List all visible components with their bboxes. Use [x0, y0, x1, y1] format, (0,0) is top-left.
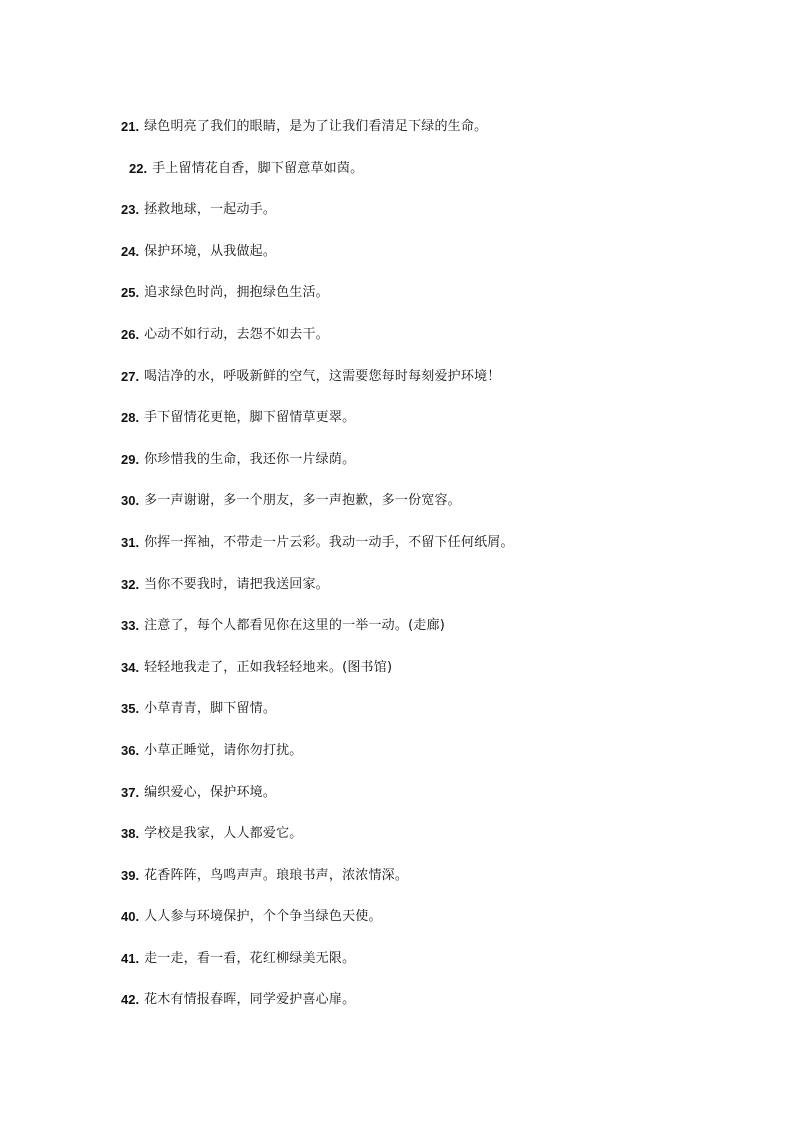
item-text: 你挥一挥袖，不带走一片云彩。我动一动手，不留下任何纸屑。 — [144, 534, 514, 550]
list-item — [121, 283, 514, 325]
item-text: 多一声谢谢，多一个朋友，多一声抱歉，多一份宽容。 — [144, 493, 461, 509]
item-text: 手下留情花更艳，脚下留情草更翠。 — [144, 410, 356, 426]
item-text: 追求绿色时尚，拥抱绿色生活。 — [144, 285, 329, 301]
list-item — [121, 949, 514, 991]
item-text: 心动不如行动，去怨不如去干。 — [144, 326, 329, 342]
slogan-list — [121, 117, 514, 1032]
item-number: 26. — [121, 326, 140, 342]
list-item — [121, 325, 514, 367]
list-item — [121, 907, 514, 949]
item-number: 23. — [121, 202, 140, 218]
item-text: 绿色明亮了我们的眼睛，是为了让我们看清足下绿的生命。 — [144, 119, 488, 134]
list-item — [121, 824, 514, 866]
item-text: 注意了，每个人都看见你在这里的一举一动。(走廊) — [144, 618, 446, 634]
item-number: 42. — [121, 992, 140, 1008]
item-number: 27. — [121, 368, 140, 384]
list-item — [121, 242, 514, 284]
item-number: 30. — [121, 493, 140, 509]
list-item — [121, 200, 514, 242]
item-text: 走一走，看一看，花红柳绿美无限。 — [144, 950, 356, 966]
item-number: 41. — [121, 950, 140, 966]
item-number: 39. — [121, 867, 140, 883]
list-item — [121, 491, 514, 533]
list-item — [121, 408, 514, 450]
item-number: 25. — [121, 285, 140, 301]
item-text: 学校是我家，人人都爱它。 — [144, 826, 303, 842]
item-number: 31. — [121, 534, 140, 550]
list-item — [121, 159, 514, 201]
item-text: 小草青青，脚下留情。 — [144, 701, 277, 717]
list-item — [121, 658, 514, 700]
item-text: 拯救地球，一起动手。 — [144, 202, 277, 218]
item-number: 22. — [129, 160, 148, 176]
list-item — [121, 533, 514, 575]
item-number: 37. — [121, 784, 140, 800]
item-number: 28. — [121, 410, 140, 426]
item-number: 32. — [121, 576, 140, 592]
item-text: 编织爱心，保护环境。 — [144, 784, 277, 800]
item-text: 当你不要我时，请把我送回家。 — [144, 576, 329, 592]
item-number: 36. — [121, 742, 140, 758]
item-text: 小草正睡觉，请你勿打扰。 — [144, 742, 303, 758]
item-text: 喝洁净的水，呼吸新鲜的空气，这需要您每时每刻爱护环境！ — [144, 368, 501, 384]
item-text: 保护环境，从我做起。 — [144, 243, 277, 259]
item-number: 40. — [121, 909, 140, 925]
list-item — [121, 741, 514, 783]
item-number: 29. — [121, 451, 140, 467]
item-number: 38. — [121, 826, 140, 842]
item-number: 24. — [121, 243, 140, 259]
list-item — [121, 117, 514, 159]
item-text: 花香阵阵，鸟鸣声声。琅琅书声，浓浓情深。 — [144, 867, 409, 883]
item-text: 花木有情报春晖，同学爱护喜心扉。 — [144, 992, 356, 1008]
list-item — [121, 866, 514, 908]
item-number: 21. — [121, 119, 140, 134]
list-item — [121, 990, 514, 1032]
item-text: 轻轻地我走了，正如我轻轻地来。(图书馆) — [144, 659, 393, 675]
list-item — [121, 783, 514, 825]
item-text: 手上留情花自香，脚下留意草如茵。 — [152, 160, 364, 176]
item-number: 34. — [121, 659, 140, 675]
list-item — [121, 616, 514, 658]
list-item — [121, 575, 514, 617]
list-item — [121, 450, 514, 492]
list-item — [121, 699, 514, 741]
list-item — [121, 367, 514, 409]
item-text: 人人参与环境保护，个个争当绿色天使。 — [144, 909, 382, 925]
item-text: 你珍惜我的生命，我还你一片绿荫。 — [144, 451, 356, 467]
item-number: 33. — [121, 618, 140, 634]
item-number: 35. — [121, 701, 140, 717]
